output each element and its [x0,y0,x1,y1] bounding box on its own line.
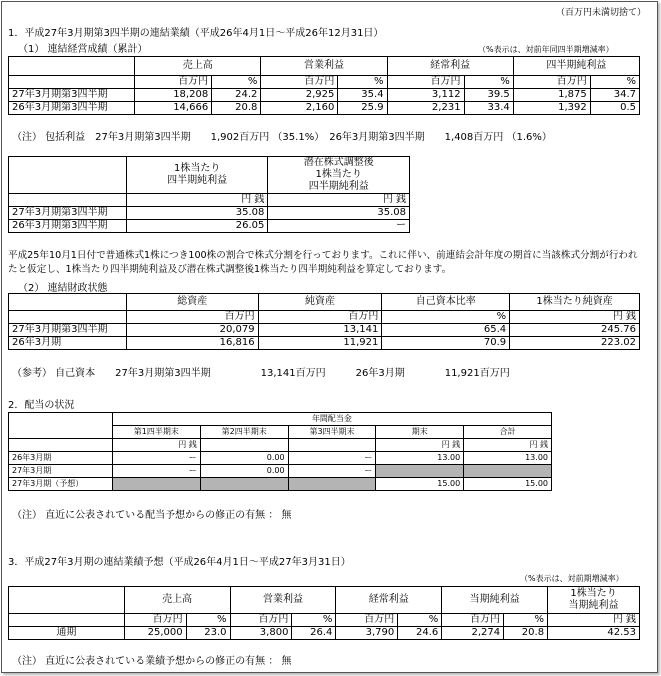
cell: 1,875 [513,89,590,102]
cell: 2,925 [261,89,338,102]
cell: 39.5 [464,89,513,102]
unit-cell: 百万円 [442,614,504,627]
unit-cell: 百万円 [258,311,382,324]
cell: 13.00 [376,452,464,465]
cell: 25.9 [338,102,387,115]
row-label: 通期 [9,627,125,640]
cell: 24.2 [212,89,261,102]
cell: 223.02 [510,337,640,350]
cell: ー [112,452,200,465]
stock-split-note-1: 平成25年10月1日付で普通株式1株につき100株の割合で株式分割を行っております。これに伴い、前連結会計年度の期首に当該株式分割が行われ [8,250,638,261]
table-row [9,89,640,102]
unit-cell: % [398,614,442,627]
col-net-income: 当期純利益 [442,587,548,614]
unit-note: （百万円未満切捨て） [556,8,647,18]
row-label: 27年3月期第3四半期 [9,207,127,220]
cell: 13,141 [258,324,382,337]
annual-dividend-header: 年間配当金 [112,413,551,426]
equity-reference-note: （参考） 自己資本 27年3月期第3四半期 13,141百万円 26年3月期 11,921百万円 [12,368,510,379]
cell: 13.00 [464,452,552,465]
col-year-end: 期末 [376,426,464,439]
section1-title: 1．平成27年3月期第3四半期の連結業績（平成26年4月1日～平成26年12月31日） [8,28,384,39]
cell: 3,800 [230,627,292,640]
forecast-revision-note: （注） 直近に公表されている業績予想からの修正の有無 ： 無 [12,656,292,667]
cell: 0.00 [200,452,288,465]
cell: 35.08 [126,207,268,220]
cell: 2,160 [261,102,338,115]
unit-cell: % [504,614,548,627]
unit-cell: 円 銭 [548,614,640,627]
unit-cell: % [382,311,510,324]
cell: 20.8 [504,627,548,640]
table-row [9,207,410,220]
cell: 34.7 [590,89,639,102]
unit-cell: % [212,76,261,89]
cell: 15.00 [464,478,552,491]
cell: 245.76 [510,324,640,337]
unit-cell: 百万円 [387,76,464,89]
results-subtitle: （1） 連結経営成績（累計） [18,44,148,55]
cell: ー [288,452,376,465]
unit-cell: 円 銭 [510,311,640,324]
shaded-cell [112,478,200,491]
shaded-cell [200,478,288,491]
col-net-assets: 純資産 [258,294,382,311]
cell: 24.6 [398,627,442,640]
financial-position-table [8,293,640,350]
col-q2: 第2四半期末 [200,426,288,439]
unit-cell: % [186,614,230,627]
header-blank [9,57,135,76]
cell: 11,921 [258,337,382,350]
cell: 23.0 [186,627,230,640]
cell: 25,000 [124,627,186,640]
row-label: 26年3月期第3四半期 [9,102,135,115]
row-label: 26年3月期 [9,337,127,350]
cell: 20,079 [126,324,258,337]
financial-position-subtitle: （2） 連結財政状態 [18,283,108,294]
cell: 33.4 [464,102,513,115]
row-label: 26年3月期 [9,452,113,465]
cell: 3,112 [387,89,464,102]
cell: 3,790 [336,627,398,640]
col-sales: 売上高 [135,57,261,76]
cell: 35.08 [268,207,410,220]
col-net-income: 四半期純利益 [513,57,639,76]
unit-cell: 百万円 [261,76,338,89]
col-eps: 1株当たり 四半期純利益 [126,157,268,194]
cell: 14,666 [135,102,212,115]
section2-title: 2．配当の状況 [8,400,75,411]
unit-cell: 百万円 [336,614,398,627]
unit-cell: 百万円 [135,76,212,89]
forecast-pct-note: （%表示は、対前期増減率） [520,574,624,583]
shaded-cell [288,478,376,491]
cell: 70.9 [382,337,510,350]
table-row [9,324,640,337]
col-sales: 売上高 [124,587,230,614]
col-q1: 第1四半期末 [112,426,200,439]
pct-note: （%表示は、対前年同四半期増減率） [478,45,614,54]
cell: 2,231 [387,102,464,115]
unit-cell: % [292,614,336,627]
dividend-table [8,412,552,491]
unit-cell: % [464,76,513,89]
col-eps: 1株当たり 当期純利益 [548,587,640,614]
stock-split-note-2: たと仮定し、1株当たり四半期純利益及び潜在株式調整後1株当たり四半期純利益を算定しております。 [8,264,452,275]
col-bps: 1株当たり純資産 [510,294,640,311]
unit-cell: 円 銭 [268,194,410,207]
cell: 0.00 [200,465,288,478]
eps-table [8,156,410,233]
row-label: 27年3月期（予想） [9,478,113,491]
cell: 26.05 [126,220,268,233]
row-label: 27年3月期第3四半期 [9,324,127,337]
cell: 16,816 [126,337,258,350]
col-equity-ratio: 自己資本比率 [382,294,510,311]
cell: 35.4 [338,89,387,102]
cell: 42.53 [548,627,640,640]
row-label: 27年3月期第3四半期 [9,89,135,102]
unit-cell: 百万円 [230,614,292,627]
cell: 20.8 [212,102,261,115]
unit-cell: 円 銭 [464,439,552,452]
forecast-table [8,586,640,640]
table-row [9,220,410,233]
cell: 26.4 [292,627,336,640]
cell: 65.4 [382,324,510,337]
col-operating-income: 営業利益 [230,587,336,614]
table-row [9,478,552,491]
cell: 1,392 [513,102,590,115]
col-operating-income: 営業利益 [261,57,387,76]
row-label: 26年3月期第3四半期 [9,220,127,233]
col-total-assets: 総資産 [126,294,258,311]
col-diluted-eps: 潜在株式調整後 1株当たり 四半期純利益 [268,157,410,194]
unit-cell: % [590,76,639,89]
cell: ー [268,220,410,233]
results-table [8,56,640,115]
table-row [9,337,640,350]
unit-cell: 百万円 [124,614,186,627]
cell: 15.00 [376,478,464,491]
unit-cell: 円 銭 [126,194,268,207]
cell: 0.5 [590,102,639,115]
cell: 18,208 [135,89,212,102]
unit-cell: 円 銭 [376,439,464,452]
col-ordinary-income: 経常利益 [336,587,442,614]
table-row [9,452,552,465]
col-ordinary-income: 経常利益 [387,57,513,76]
col-q3: 第3四半期末 [288,426,376,439]
shaded-cell [464,465,552,478]
table-row [9,102,640,115]
unit-cell: 円 銭 [112,439,200,452]
section3-title: 3．平成27年3月期の連結業績予想（平成26年4月1日～平成27年3月31日） [8,557,351,568]
dividend-revision-note: （注） 直近に公表されている配当予想からの修正の有無 ： 無 [12,510,292,521]
comprehensive-income-note: （注） 包括利益 27年3月期第3四半期 1,902百万円 （35.1%） 26年3月期第3四半期 1,408百万円 （1.6%） [12,132,552,143]
cell: ー [288,465,376,478]
unit-cell: 百万円 [126,311,258,324]
cell: 2,274 [442,627,504,640]
cell: ー [112,465,200,478]
table-row [9,627,640,640]
unit-cell: % [338,76,387,89]
col-total: 合計 [464,426,552,439]
table-row [9,465,552,478]
row-label: 27年3月期 [9,465,113,478]
shaded-cell [376,465,464,478]
unit-cell: 百万円 [513,76,590,89]
